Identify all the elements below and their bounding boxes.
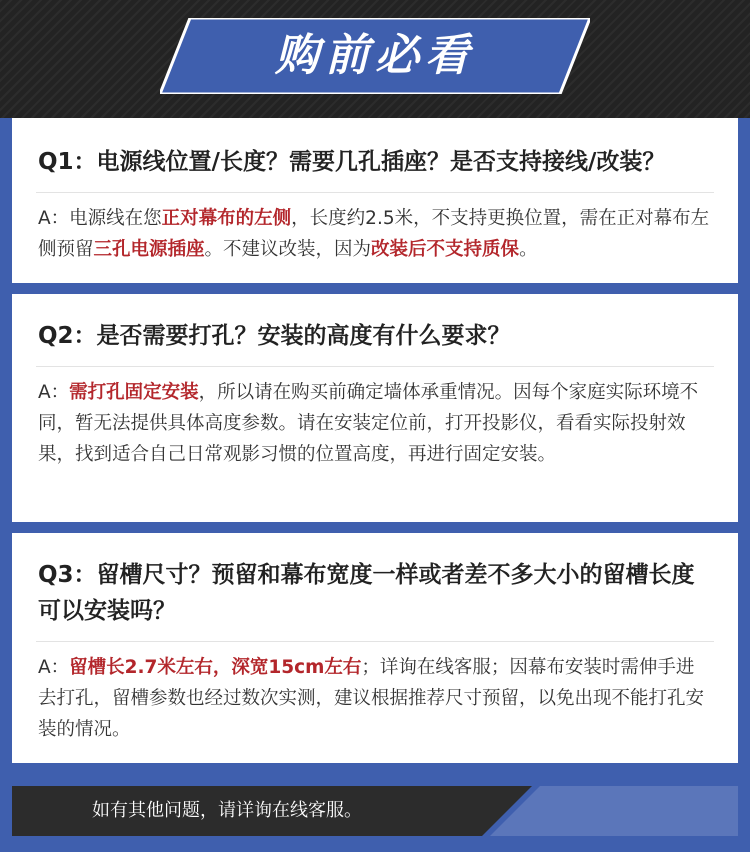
answer-highlight: 改装后不支持质保 xyxy=(371,239,520,260)
answer-highlight: 需打孔固定安装 xyxy=(69,382,199,403)
answer-text: 。不建议改装，因为 xyxy=(204,239,372,260)
page-title: 购前必看 xyxy=(275,30,475,81)
answer-text: ，所以请在购买前确定墙体承重情况。因每个家庭实际环境不同，暂无法提供具体高度参数。请在安装定位前，打开投影仪，看看实际投射效果，找到适合自己日常观影习惯的位置高度，再进行固定安装。 xyxy=(38,382,699,465)
faq-answer-1 xyxy=(12,193,738,265)
answer-text: A： xyxy=(38,382,70,403)
faq-answer-3 xyxy=(12,642,738,745)
faq-question-3: Q3：留槽尺寸？预留和幕布宽度一样或者差不多大小的留槽长度可以安装吗？ xyxy=(38,562,695,624)
footer-text: 如有其他问题，请详询在线客服。 xyxy=(92,800,362,821)
answer-text: ，长度约2.5米，不支持更换位置，需在正对幕布左侧预留 xyxy=(38,208,710,260)
faq-card-1 xyxy=(12,118,738,283)
answer-text: ；详询在线客服；因幕布安装时需伸手进去打孔，留槽参数也经过数次实测，建议根据推荐尺寸预留，以免出现不能打孔安装的情况。 xyxy=(38,657,705,740)
answer-highlight: 三孔电源插座 xyxy=(93,239,205,260)
answer-highlight: 留槽长2.7米左右，深宽15cm左右 xyxy=(69,657,362,678)
footer-banner xyxy=(12,786,738,836)
faq-question-1: Q1：电源线位置/长度？需要几孔插座？是否支持接线/改装？ xyxy=(38,149,666,175)
answer-text: A： xyxy=(38,657,70,678)
faq-answer-2 xyxy=(12,367,738,470)
faq-card-3 xyxy=(12,533,738,763)
answer-highlight: 正对幕布的左侧 xyxy=(161,208,292,229)
answer-text: A：电源线在您 xyxy=(38,208,162,229)
answer-text: 。 xyxy=(519,239,538,260)
title-banner xyxy=(160,18,590,94)
faq-card-2 xyxy=(12,294,738,522)
faq-question-2: Q2：是否需要打孔？安装的高度有什么要求？ xyxy=(38,323,511,349)
